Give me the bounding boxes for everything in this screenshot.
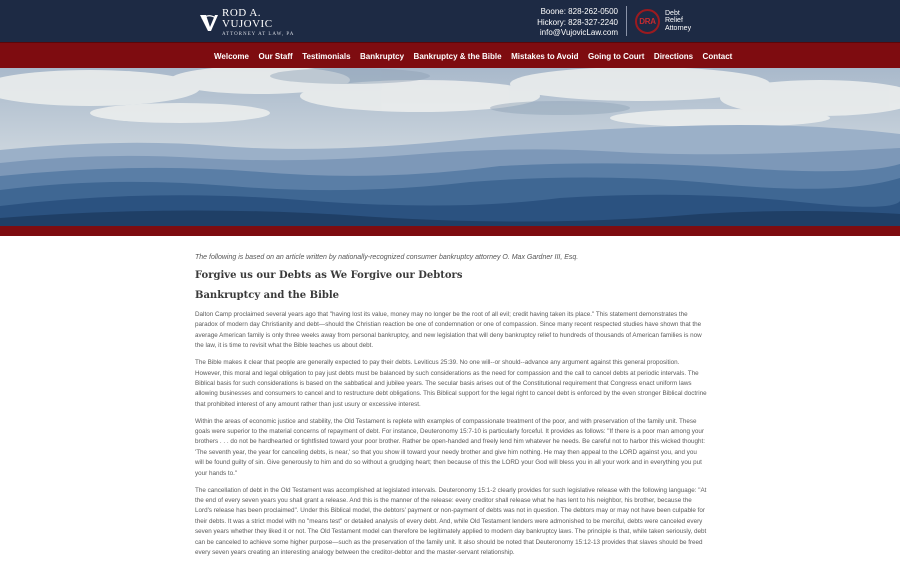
logo-subtitle: ATTORNEY AT LAW, PA bbox=[222, 31, 295, 37]
article-paragraph-4: The cancellation of debt in the Old Testament was accomplished at legislated intervals. Deuteronomy 15:1-2 clearly provides for such legislative release with the following language: "At the end of every seven years you shall grant a release. And this is the manner of the release: every creditor shall release what he has lent to his neighbor, his brother, because the Lord's release has been proclaimed". Under this Biblical model, the debtors' payment or non-payment of debts was not in question. The debtors may or may not have been culpable for their debts. It was a strict model with no "means test" or detailed analysis of every debt. And, while Old Testament lenders were admonished to be merciful, debts were canceled every seven years whether they liked it or not. The Old Testament model can therefore be legitimately applied to modern day bankruptcy laws. The principle is that, while taken seriously, debt can be canceled to achieve some higher purpose—such as the preservation of the family unit. It also should be noted that Deuteronomy 15:12-13 provides that slaves should be freed every seven years creating an interesting analogy between the creditor-debtor and the master-servant relationship. bbox=[195, 486, 707, 557]
dra-line-1: Debt bbox=[665, 9, 680, 17]
main-nav bbox=[0, 42, 900, 68]
dra-line-3: Attorney bbox=[665, 24, 692, 32]
nav-item-our-staff[interactable]: Our Staff bbox=[258, 51, 293, 61]
article-paragraph-1: Dalton Camp proclaimed several years ago that "having lost its value, money may no longer be the root of all evil; credit having taken its place." This statement demonstrates the paradox of modern day Christianity and debt—should the Christian reaction be one of condemnation or one of compassion. Since many recent respected studies have shown that the average American family is only three weeks away from personal bankruptcy, and new legislation that will deny bankruptcy relief to hundreds of thousands of American families is now the law, it is time to revisit what the Bible teaches us about debt. bbox=[195, 311, 702, 350]
phone-boone[interactable]: Boone: 828-262-0500 bbox=[540, 7, 618, 16]
nav-item-mistakes[interactable]: Mistakes to Avoid bbox=[511, 51, 579, 61]
nav-item-bankruptcy-bible[interactable]: Bankruptcy & the Bible bbox=[413, 51, 502, 61]
email-link[interactable]: info@VujovicLaw.com bbox=[539, 28, 618, 37]
nav-item-directions[interactable]: Directions bbox=[653, 51, 694, 61]
dra-badge-text: DRA bbox=[639, 16, 656, 26]
article-paragraph-2: The Bible makes it clear that people are generally expected to pay their debts. Leviticus 25:39. No one will--or should--advance any argument against this general proposition. However, this moral and legal obligation to pay just debts must be balanced by such considerations as the need for compassion and the call to cancel debts at periodic intervals. The Biblical basis for such considerations is based on the sabbatical and jubilee years. The secular basis arises out of the Constitutional requirement that Congress enact uniform laws allowing businesses and consumers to cancel and to restructure debt obligations. This Biblical support for the legal right to cancel debt is enforced by the even stronger Biblical doctrine that prohibited interest of any amount rather than just usury or excessive interest. bbox=[195, 359, 707, 408]
nav-item-contact[interactable]: Contact bbox=[702, 51, 733, 61]
article-content bbox=[195, 254, 707, 565]
nav-item-welcome[interactable]: Welcome bbox=[214, 51, 249, 61]
nav-item-going-to-court[interactable]: Going to Court bbox=[587, 51, 645, 61]
site-header bbox=[0, 0, 900, 42]
red-divider-band bbox=[0, 226, 900, 236]
dra-line-2: Relief bbox=[665, 17, 683, 25]
contact-info bbox=[537, 7, 618, 39]
hero-mountain-image bbox=[0, 68, 900, 226]
header-divider bbox=[626, 6, 627, 36]
nav-item-bankruptcy[interactable]: Bankruptcy bbox=[360, 51, 405, 61]
logo-emblem-icon bbox=[198, 11, 220, 33]
article-heading: Forgive us our Debts as We Forgive our Debtors bbox=[195, 270, 463, 281]
article-paragraph-3: Within the areas of economic justice and stability, the Old Testament is replete with examples of compassionate treatment of the poor, and with preservation of the family unit. These goals were superior to the material concerns of repayment of debt. For instance, Deuteronomy 15:7-10 is particularly forceful. It provides as follows: "If there is a poor man among your brothers . . . do not be hardhearted or tightfisted toward your poor brother. Rather be open-handed and freely lend him whatever he needs. Be careful not to harbor this wicked thought: 'The seventh year, the year for canceling debts, is near,' so that you show ill toward your needy brother and give him nothing. He may then appeal to the LORD against you, and you will be found guilty of sin. Give generously to him and do so without a grudging heart; then because of this the LORD your God will bless you in all your work and in everything you put your hands to." bbox=[195, 417, 706, 477]
debt-relief-attorney-badge bbox=[635, 8, 705, 34]
firm-logo[interactable] bbox=[198, 8, 308, 36]
dra-seal-icon bbox=[635, 9, 660, 34]
nav-item-testimonials[interactable]: Testimonials bbox=[302, 51, 351, 61]
article-subheading: Bankruptcy and the Bible bbox=[195, 290, 340, 301]
logo-line1: ROD A. bbox=[222, 6, 262, 19]
logo-line2: VUJOVIC bbox=[222, 17, 273, 30]
article-intro: The following is based on an article written by nationally-recognized consumer bankruptcy attorney O. Max Gardner III, Esq. bbox=[195, 254, 579, 261]
phone-hickory[interactable]: Hickory: 828-327-2240 bbox=[537, 17, 618, 27]
